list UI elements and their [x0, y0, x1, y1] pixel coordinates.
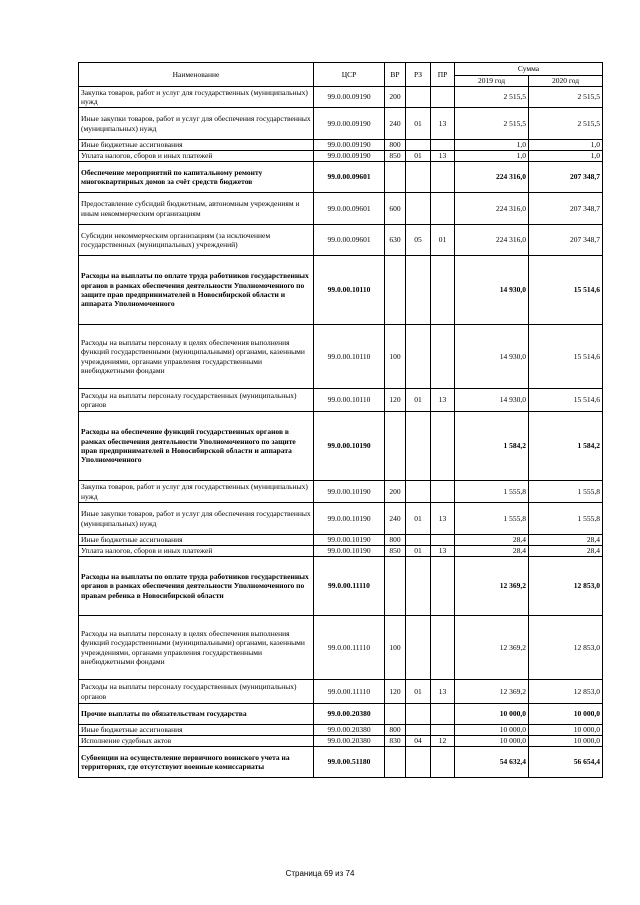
row-pr: [431, 193, 455, 225]
row-sum-2020: 12 853,0: [529, 616, 603, 680]
row-sum-2019: 1,0: [455, 140, 529, 151]
row-name: Иные бюджетные ассигнования: [79, 725, 314, 736]
row-pr: [431, 747, 455, 778]
table-row: [79, 140, 603, 151]
row-name: Иные закупки товаров, работ и услуг для обеспечения государственных (муниципальных) нужд: [79, 503, 314, 535]
table-row: [79, 481, 603, 503]
table-row: [79, 535, 603, 546]
row-vr: 850: [385, 151, 406, 162]
table-row: [79, 725, 603, 736]
row-pr: 13: [431, 108, 455, 140]
row-vr: [385, 704, 406, 725]
row-name: Уплата налогов, сборов и иных платежей: [79, 546, 314, 557]
row-vr: 850: [385, 546, 406, 557]
row-pr: [431, 256, 455, 325]
row-rz: [406, 481, 431, 503]
row-csr: 99.0.00.09190: [314, 87, 385, 108]
row-csr: 99.0.00.20380: [314, 725, 385, 736]
row-sum-2020: 207 348,7: [529, 193, 603, 225]
row-sum-2019: 14 930,0: [455, 325, 529, 389]
table-row: [79, 87, 603, 108]
row-name: Расходы на выплаты персоналу государственных (муниципальных) органов: [79, 680, 314, 704]
row-sum-2019: 12 369,2: [455, 616, 529, 680]
row-sum-2020: 28,4: [529, 535, 603, 546]
row-rz: [406, 193, 431, 225]
row-vr: 120: [385, 389, 406, 412]
row-pr: [431, 412, 455, 481]
budget-table: [78, 62, 603, 778]
row-sum-2020: 12 853,0: [529, 557, 603, 616]
row-sum-2020: 1 584,2: [529, 412, 603, 481]
row-csr: 99.0.00.11110: [314, 557, 385, 616]
row-name: Иные бюджетные ассигнования: [79, 535, 314, 546]
row-rz: [406, 725, 431, 736]
row-rz: 01: [406, 389, 431, 412]
row-vr: 800: [385, 725, 406, 736]
row-rz: 01: [406, 546, 431, 557]
header-vr: ВР: [385, 63, 406, 87]
row-rz: 01: [406, 151, 431, 162]
row-sum-2020: 1,0: [529, 140, 603, 151]
row-sum-2020: 10 000,0: [529, 725, 603, 736]
row-name: Субсидии некоммерческим организациям (за исключением государственных (муниципальных) учреждений): [79, 225, 314, 256]
row-sum-2019: 2 515,5: [455, 87, 529, 108]
row-vr: 120: [385, 680, 406, 704]
row-rz: [406, 256, 431, 325]
table-body: [79, 87, 603, 778]
row-rz: 04: [406, 736, 431, 747]
row-vr: 200: [385, 87, 406, 108]
row-name: Иные закупки товаров, работ и услуг для обеспечения государственных (муниципальных) нужд: [79, 108, 314, 140]
row-sum-2020: 10 000,0: [529, 736, 603, 747]
row-name: Расходы на выплаты по оплате труда работников государственных органов в рамках обеспечения деятельности Уполномоченного по защите прав предпринимателей в Новосибирской области и аппарата Уполномоченного: [79, 256, 314, 325]
row-sum-2020: 12 853,0: [529, 680, 603, 704]
row-vr: [385, 747, 406, 778]
row-name: Иные бюджетные ассигнования: [79, 140, 314, 151]
row-pr: [431, 616, 455, 680]
row-pr: 13: [431, 503, 455, 535]
row-sum-2019: 12 369,2: [455, 557, 529, 616]
table-row: [79, 412, 603, 481]
row-sum-2019: 12 369,2: [455, 680, 529, 704]
row-sum-2020: 56 654,4: [529, 747, 603, 778]
row-csr: 99.0.00.10110: [314, 256, 385, 325]
row-sum-2019: 14 930,0: [455, 256, 529, 325]
row-rz: [406, 162, 431, 193]
row-sum-2020: 1 555,8: [529, 481, 603, 503]
row-vr: 240: [385, 503, 406, 535]
row-name: Расходы на выплаты по оплате труда работников государственных органов в рамках обеспечения деятельности Уполномоченного по правам ребенка в Новосибирской области: [79, 557, 314, 616]
table-row: [79, 616, 603, 680]
row-name: Уплата налогов, сборов и иных платежей: [79, 151, 314, 162]
table-row: [79, 389, 603, 412]
row-name: Субвенции на осуществление первичного воинского учета на территориях, где отсутствуют военные комиссариаты: [79, 747, 314, 778]
row-sum-2020: 2 515,5: [529, 108, 603, 140]
row-csr: 99.0.00.10110: [314, 389, 385, 412]
row-sum-2019: 54 632,4: [455, 747, 529, 778]
row-sum-2020: 15 514,6: [529, 256, 603, 325]
row-pr: [431, 535, 455, 546]
row-name: Прочие выплаты по обязательствам государства: [79, 704, 314, 725]
row-sum-2020: 1 555,8: [529, 503, 603, 535]
row-pr: [431, 162, 455, 193]
header-pr: ПР: [431, 63, 455, 87]
row-rz: [406, 704, 431, 725]
row-sum-2019: 10 000,0: [455, 704, 529, 725]
row-rz: 01: [406, 680, 431, 704]
row-pr: [431, 725, 455, 736]
row-vr: [385, 557, 406, 616]
header-year-2020: 2020 год: [529, 76, 603, 87]
row-vr: [385, 256, 406, 325]
row-csr: 99.0.00.11110: [314, 680, 385, 704]
row-pr: 13: [431, 546, 455, 557]
row-csr: 99.0.00.09190: [314, 108, 385, 140]
row-name: Обеспечение мероприятий по капитальному ремонту многоквартирных домов за счёт средств бюджетов: [79, 162, 314, 193]
table-row: [79, 747, 603, 778]
row-csr: 99.0.00.09190: [314, 151, 385, 162]
header-csr: ЦСР: [314, 63, 385, 87]
row-vr: 100: [385, 325, 406, 389]
row-pr: [431, 557, 455, 616]
row-vr: 830: [385, 736, 406, 747]
row-csr: 99.0.00.51180: [314, 747, 385, 778]
row-sum-2019: 224 316,0: [455, 193, 529, 225]
row-csr: 99.0.00.10110: [314, 325, 385, 389]
row-sum-2020: 207 348,7: [529, 162, 603, 193]
row-pr: [431, 704, 455, 725]
row-vr: 630: [385, 225, 406, 256]
row-csr: 99.0.00.11110: [314, 616, 385, 680]
row-pr: [431, 87, 455, 108]
row-sum-2019: 1 555,8: [455, 481, 529, 503]
row-name: Расходы на выплаты персоналу государственных (муниципальных) органов: [79, 389, 314, 412]
row-pr: 13: [431, 151, 455, 162]
row-pr: 01: [431, 225, 455, 256]
row-csr: 99.0.00.09601: [314, 193, 385, 225]
row-csr: 99.0.00.09601: [314, 162, 385, 193]
row-sum-2019: 1,0: [455, 151, 529, 162]
row-vr: 800: [385, 535, 406, 546]
row-name: Закупка товаров, работ и услуг для государственных (муниципальных) нужд: [79, 87, 314, 108]
row-sum-2020: 15 514,6: [529, 325, 603, 389]
table-row: [79, 108, 603, 140]
row-name: Расходы на выплаты персоналу в целях обеспечения выполнения функций государственными (муниципальными) органами, казенными учреждениями, органами управления государственными внебюджетными фондами: [79, 325, 314, 389]
table-row: [79, 546, 603, 557]
row-name: Исполнение судебных актов: [79, 736, 314, 747]
row-rz: [406, 325, 431, 389]
header-rz: РЗ: [406, 63, 431, 87]
row-rz: [406, 616, 431, 680]
row-sum-2020: 28,4: [529, 546, 603, 557]
row-rz: [406, 535, 431, 546]
row-sum-2019: 10 000,0: [455, 725, 529, 736]
row-rz: [406, 140, 431, 151]
row-vr: 240: [385, 108, 406, 140]
row-sum-2020: 2 515,5: [529, 87, 603, 108]
row-pr: [431, 325, 455, 389]
row-vr: 600: [385, 193, 406, 225]
row-pr: 13: [431, 680, 455, 704]
row-name: Расходы на выплаты персоналу в целях обеспечения выполнения функций государственными (муниципальными) органами, казенными учреждениями, органами управления государственными внебюджетными фондами: [79, 616, 314, 680]
row-sum-2019: 28,4: [455, 535, 529, 546]
row-sum-2019: 10 000,0: [455, 736, 529, 747]
row-rz: [406, 557, 431, 616]
row-csr: 99.0.00.10190: [314, 412, 385, 481]
table-row: [79, 503, 603, 535]
row-sum-2019: 224 316,0: [455, 162, 529, 193]
header-sum: Сумма: [455, 63, 603, 76]
row-sum-2020: 10 000,0: [529, 704, 603, 725]
row-csr: 99.0.00.10190: [314, 503, 385, 535]
row-csr: 99.0.00.20380: [314, 704, 385, 725]
table-row: [79, 151, 603, 162]
row-name: Расходы на обеспечение функций государственных органов в рамках обеспечения деятельности Уполномоченного по защите прав предпринимателей в Новосибирской области и аппарата Уполномоченного: [79, 412, 314, 481]
row-pr: [431, 481, 455, 503]
row-sum-2019: 1 555,8: [455, 503, 529, 535]
row-sum-2020: 1,0: [529, 151, 603, 162]
row-csr: 99.0.00.10190: [314, 481, 385, 503]
row-sum-2019: 2 515,5: [455, 108, 529, 140]
row-vr: 100: [385, 616, 406, 680]
row-rz: [406, 87, 431, 108]
table-row: [79, 557, 603, 616]
row-name: Закупка товаров, работ и услуг для государственных (муниципальных) нужд: [79, 481, 314, 503]
row-sum-2020: 15 514,6: [529, 389, 603, 412]
table-row: [79, 704, 603, 725]
row-sum-2019: 1 584,2: [455, 412, 529, 481]
row-sum-2019: 28,4: [455, 546, 529, 557]
row-pr: 13: [431, 389, 455, 412]
row-csr: 99.0.00.10190: [314, 535, 385, 546]
row-sum-2019: 224 316,0: [455, 225, 529, 256]
row-vr: 800: [385, 140, 406, 151]
row-vr: [385, 162, 406, 193]
row-rz: [406, 412, 431, 481]
row-rz: [406, 747, 431, 778]
row-pr: [431, 140, 455, 151]
table-row: [79, 162, 603, 193]
table-row: [79, 225, 603, 256]
row-rz: 01: [406, 108, 431, 140]
row-pr: 12: [431, 736, 455, 747]
page-footer: Страница 69 из 74: [285, 869, 355, 878]
header-year-2019: 2019 год: [455, 76, 529, 87]
row-name: Предоставление субсидий бюджетным, автономным учреждениям и иным некоммерческим организациям: [79, 193, 314, 225]
table-row: [79, 256, 603, 325]
row-rz: 01: [406, 503, 431, 535]
header-name: Наименование: [79, 63, 314, 87]
row-rz: 05: [406, 225, 431, 256]
table-row: [79, 736, 603, 747]
row-csr: 99.0.00.20380: [314, 736, 385, 747]
table-row: [79, 325, 603, 389]
row-csr: 99.0.00.10190: [314, 546, 385, 557]
row-sum-2019: 14 930,0: [455, 389, 529, 412]
row-vr: 200: [385, 481, 406, 503]
row-sum-2020: 207 348,7: [529, 225, 603, 256]
table-row: [79, 680, 603, 704]
row-vr: [385, 412, 406, 481]
table-row: [79, 193, 603, 225]
row-csr: 99.0.00.09190: [314, 140, 385, 151]
row-csr: 99.0.00.09601: [314, 225, 385, 256]
